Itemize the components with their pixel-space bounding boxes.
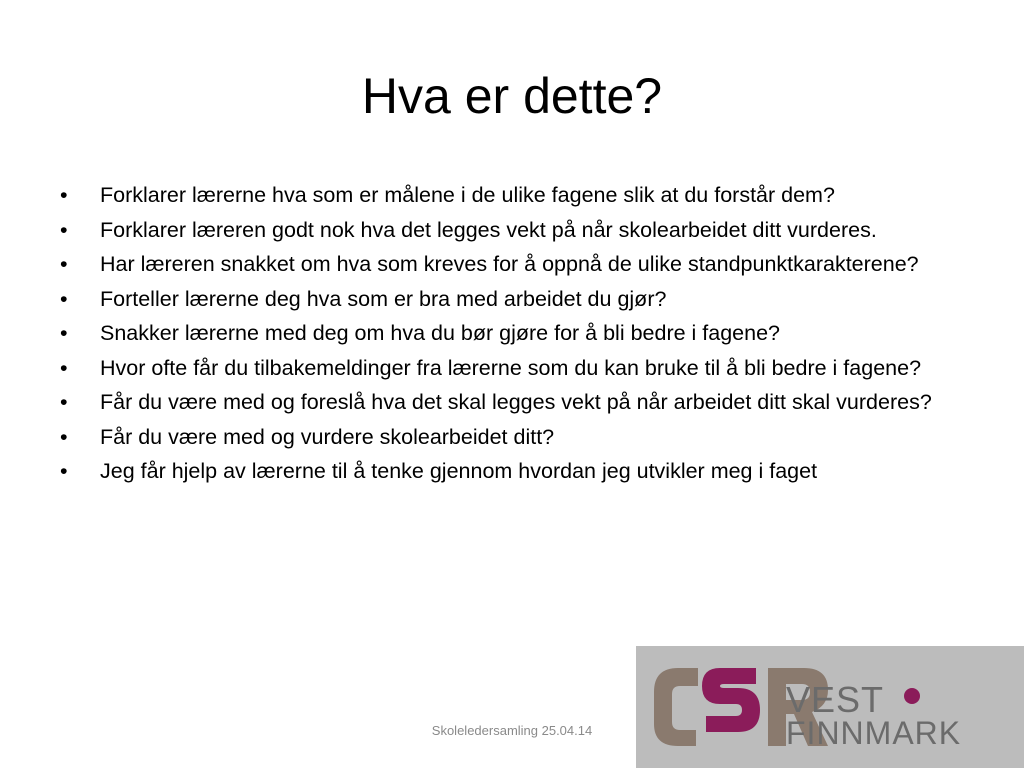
bullet-icon: • [60, 390, 68, 414]
slide-footer: Skoleledersamling 25.04.14 [431, 723, 593, 738]
bullet-text: Forteller lærerne deg hva som er bra med arbeidet du gjør? [100, 286, 667, 311]
bullet-text: Forklarer lærerne hva som er målene i de ulike fagene slik at du forstår dem? [100, 183, 835, 207]
vest-finnmark-logo [636, 646, 1024, 768]
bullet-text: Forklarer læreren godt nok hva det legges vekt på når skolearbeidet ditt vurderes. [100, 217, 877, 242]
bullet-icon: • [60, 252, 68, 276]
bullet-text: Får du være med og vurdere skolearbeidet ditt? [100, 424, 555, 449]
logo-graphic [636, 646, 1024, 768]
list-item [58, 217, 938, 243]
list-item [58, 251, 938, 277]
list-item [58, 320, 938, 346]
list-item [58, 389, 938, 415]
bullet-text: Hvor ofte får du tilbakemeldinger fra lærerne som du kan bruke til å bli bedre i fagene? [100, 355, 922, 380]
bullet-icon: • [60, 183, 68, 207]
logo-dot-icon [904, 688, 920, 704]
list-item [58, 286, 938, 312]
bullet-text: Har læreren snakket om hva som kreves for å oppnå de ulike standpunktkarakterene? [100, 252, 919, 276]
logo-mark-purple-s [702, 668, 760, 732]
list-item [58, 458, 938, 484]
bullet-icon: • [60, 217, 68, 242]
logo-text-finnmark: FINNMARK [786, 715, 962, 751]
bullet-icon: • [60, 286, 68, 311]
list-item [58, 424, 938, 450]
bullet-text: Får du være med og foreslå hva det skal legges vekt på når arbeidet ditt skal vurderes? [100, 390, 932, 414]
bullet-text: Jeg får hjelp av lærerne til å tenke gjennom hvordan jeg utvikler meg i faget [100, 459, 818, 483]
bullet-icon: • [60, 459, 68, 483]
bullet-icon: • [60, 424, 68, 449]
bullet-list [58, 182, 938, 493]
list-item [58, 182, 938, 208]
list-item [58, 355, 938, 381]
bullet-text: Snakker lærerne med deg om hva du bør gjøre for å bli bedre i fagene? [100, 321, 781, 345]
bullet-icon: • [60, 355, 68, 380]
logo-text-vest: VEST [786, 679, 885, 720]
bullet-icon: • [60, 321, 68, 345]
slide-title: Hva er dette? [361, 68, 663, 124]
